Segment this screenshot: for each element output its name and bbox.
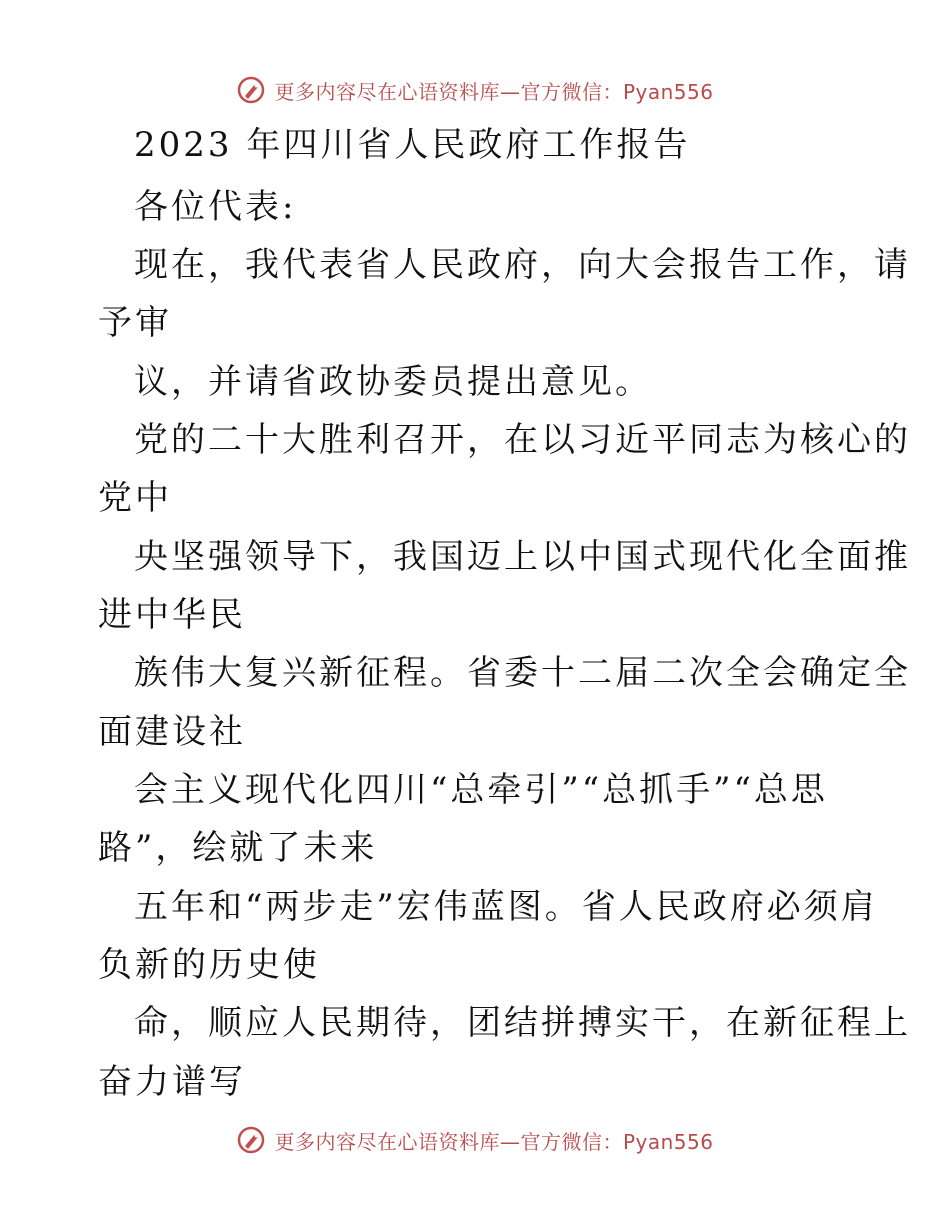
text-line: 负新的历史使	[98, 945, 320, 985]
text-line: 面建设社	[98, 712, 246, 752]
text-line: 路”，绘就了未来	[98, 828, 378, 868]
watermark-footer	[0, 1120, 950, 1160]
salutation: 各位代表:	[134, 187, 297, 227]
text-line: 会主义现代化四川“总牵引”“总抓手”“总思	[134, 770, 828, 810]
text-line: 现在，我代表省人民政府，向大会报告工作，请	[134, 245, 911, 285]
text-line: 予审	[98, 303, 172, 343]
text-line: 命，顺应人民期待，团结拼搏实干，在新征程上	[134, 1003, 911, 1043]
text-line: 党的二十大胜利召开，在以习近平同志为核心的	[134, 420, 911, 460]
watermark-text: 更多内容尽在心语资料库—官方微信：Pyan556	[274, 79, 714, 104]
text-line: 党中	[98, 478, 172, 518]
text-line: 奋力谱写	[98, 1062, 246, 1102]
text-line: 进中华民	[98, 595, 246, 635]
text-line: 族伟大复兴新征程。省委十二届二次全会确定全	[134, 653, 911, 693]
pen-seal-icon	[236, 1125, 266, 1155]
text-line: 议，并请省政协委员提出意见。	[134, 362, 652, 402]
document-title: 2023 年四川省人民政府工作报告	[134, 125, 691, 165]
watermark-text: 更多内容尽在心语资料库—官方微信：Pyan556	[274, 1129, 714, 1154]
text-line: 央坚强领导下，我国迈上以中国式现代化全面推	[134, 537, 911, 577]
text-line: 五年和“两步走”宏伟蓝图。省人民政府必须肩	[134, 887, 878, 927]
